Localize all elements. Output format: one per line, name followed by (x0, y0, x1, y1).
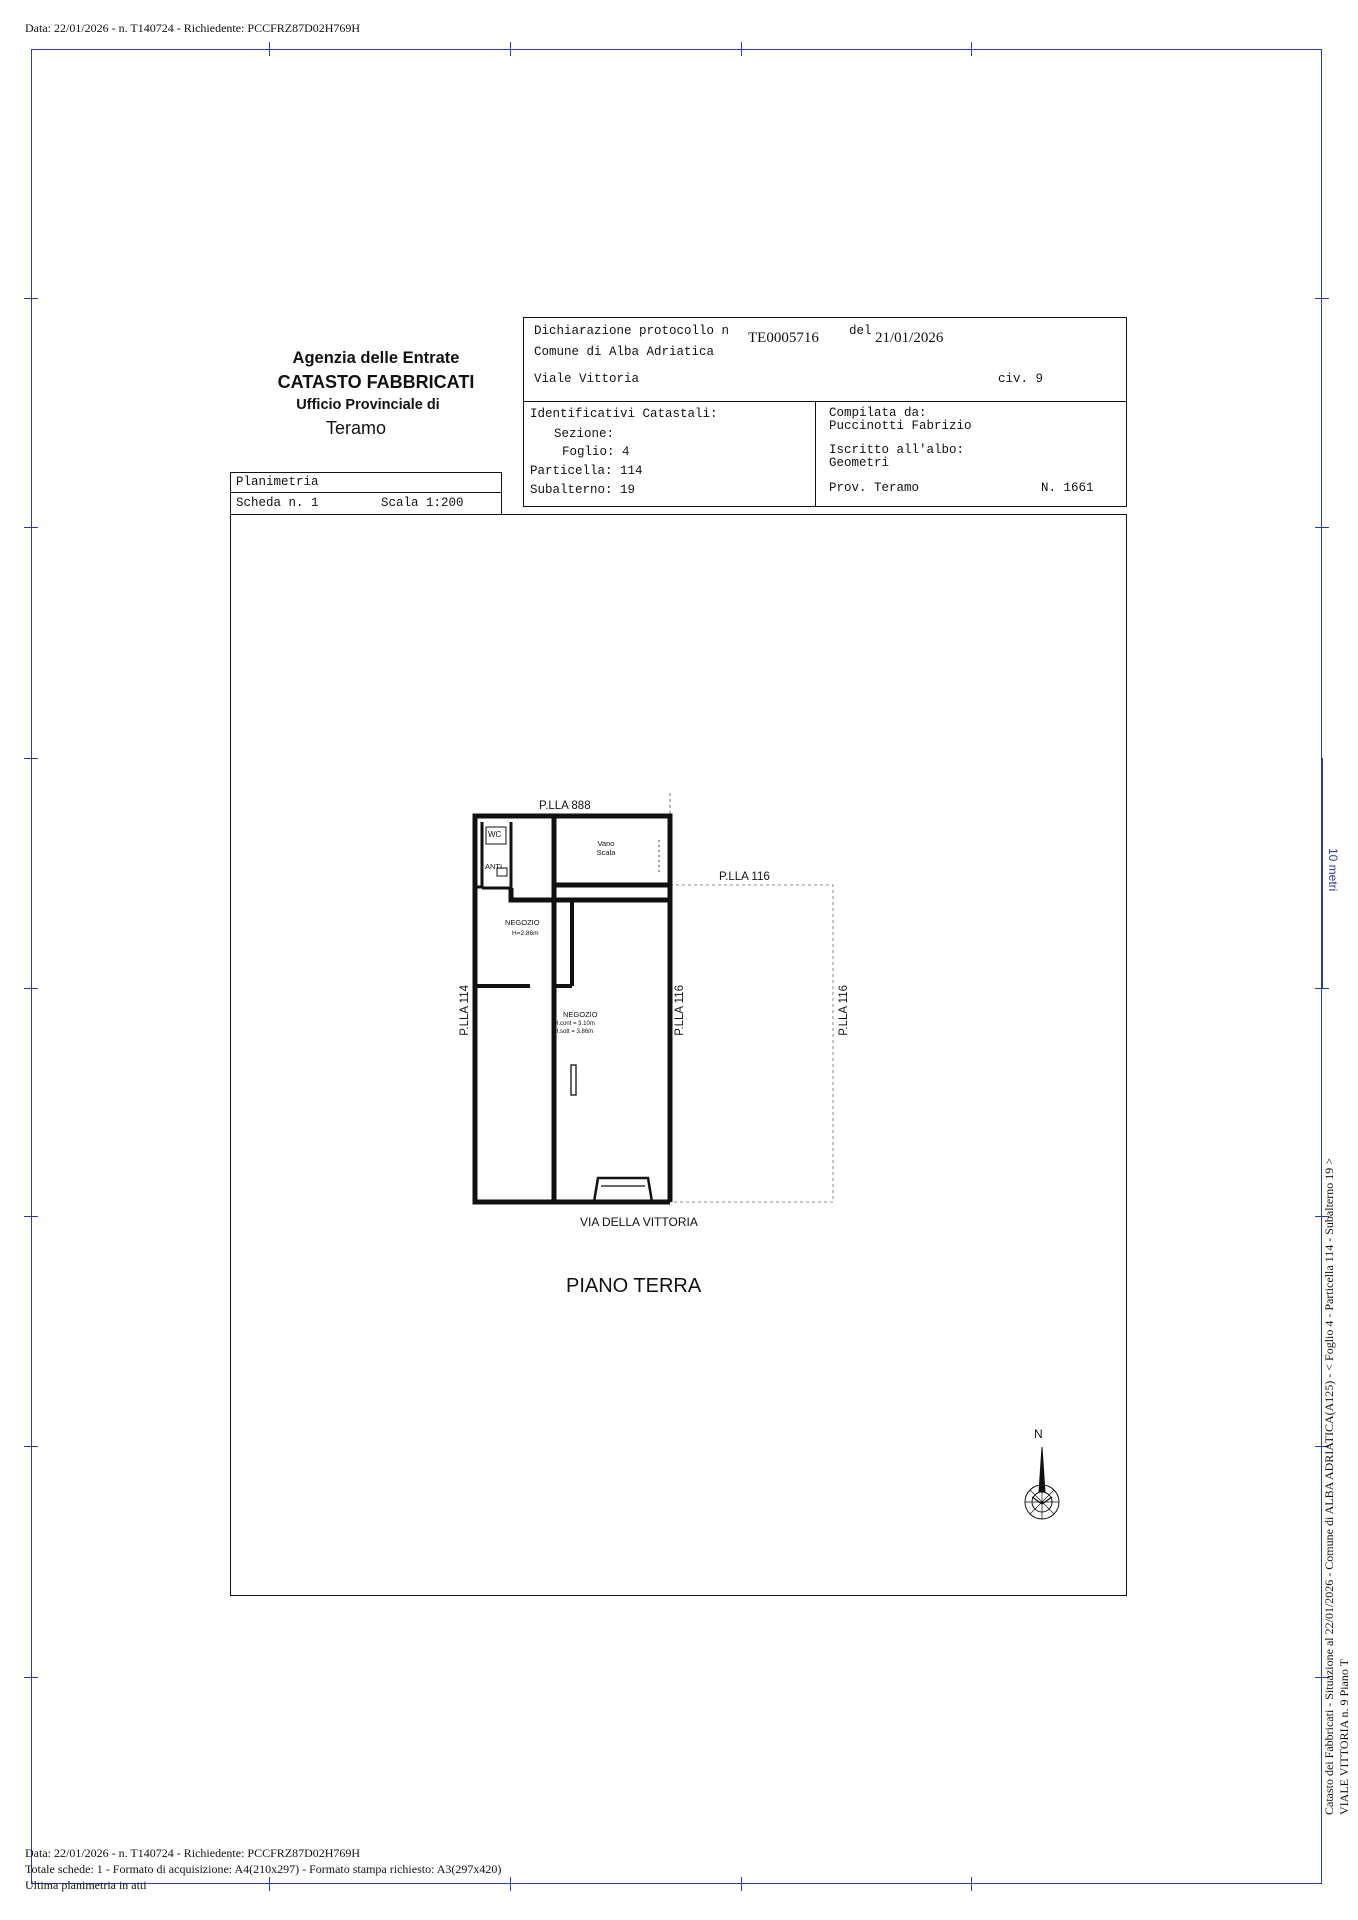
north-arrow-icon (1012, 1442, 1072, 1522)
sezione: Sezione: (554, 427, 615, 441)
header-meta: Data: 22/01/2026 - n. T140724 - Richiedente: PCCFRZ87D02H769H (25, 21, 361, 35)
side-note-line2: VIALE VITTORIA n. 9 Piano T (1337, 1659, 1351, 1815)
label-negozio-top: NEGOZIO (505, 918, 540, 927)
label-anti: ANTI (485, 862, 503, 871)
comune: Comune di Alba Adriatica (534, 345, 715, 359)
footer (25, 1845, 501, 1893)
province: Prov. Teramo (829, 481, 920, 495)
label-wc: WC (488, 830, 502, 839)
albo-label: Iscritto all'albo: (829, 443, 965, 457)
subalterno: Subalterno: 19 (530, 483, 636, 497)
north-label: N (1034, 1427, 1043, 1441)
del-label: del (849, 324, 872, 338)
agency-name: Agenzia delle Entrate (292, 349, 460, 367)
side-note-line1: Catasto dei Fabbricati - Situazione al 22/01/2026 - Comune di ALBA ADRIATICA(A125) - < Foglio 4 - Particella 114 - Subalterno 19 > (1322, 1158, 1336, 1815)
protocol-label: Dichiarazione protocollo n (534, 324, 730, 338)
civic-number: civ. 9 (998, 372, 1044, 386)
scheda-label: Scheda n. 1 (236, 496, 319, 510)
identificativi-title: Identificativi Catastali: (530, 407, 718, 421)
label-height-cont: H.cont = 3.10m (554, 1021, 595, 1027)
label-north-parcel: P.LLA 888 (539, 800, 591, 812)
foglio: Foglio: 4 (562, 445, 630, 459)
ufficio-city: Teramo (325, 418, 387, 438)
label-east-parcel-far: P.LLA 116 (838, 985, 850, 1036)
label-west-parcel: P.LLA 114 (459, 985, 471, 1036)
scale-bar-label: 10 metri (1326, 848, 1340, 892)
street-address: Viale Vittoria (534, 372, 640, 386)
label-height-sott: H.sott = 3.86m (554, 1029, 594, 1035)
label-east-parcel-mid: P.LLA 116 (674, 985, 686, 1036)
compiler-label: Compilata da: (829, 406, 927, 420)
footer-meta: Data: 22/01/2026 - n. T140724 - Richiedente: PCCFRZ87D02H769H (25, 1846, 361, 1860)
label-negozio-main: NEGOZIO (563, 1010, 598, 1019)
particella: Particella: 114 (530, 464, 643, 478)
footer-note: Ultima planimetria in atti (25, 1878, 147, 1892)
footer-formats: Totale schede: 1 - Formato di acquisizione: A4(210x297) - Formato stampa richiesto: A3(297x420) (25, 1862, 502, 1876)
planimetria-label: Planimetria (236, 475, 319, 489)
floor-title: PIANO TERRA (566, 1275, 702, 1297)
albo-value: Geometri (829, 456, 890, 470)
label-east-parcel-top: P.LLA 116 (719, 871, 770, 883)
compiler-name: Puccinotti Fabrizio (829, 419, 972, 433)
catasto-title: CATASTO FABBRICATI (277, 372, 475, 392)
label-street: VIA DELLA VITTORIA (580, 1215, 698, 1229)
ufficio-label: Ufficio Provinciale di (296, 397, 440, 413)
side-note (1322, 1158, 1352, 1815)
declaration-date: 21/01/2026 (875, 330, 944, 346)
scala-label: Scala 1:200 (381, 496, 464, 510)
label-height-top: H=2.86m (512, 930, 539, 937)
protocol-number: TE0005716 (748, 330, 819, 346)
label-vano-scala: Vano Scala (596, 839, 616, 857)
albo-number: N. 1661 (1041, 481, 1094, 495)
